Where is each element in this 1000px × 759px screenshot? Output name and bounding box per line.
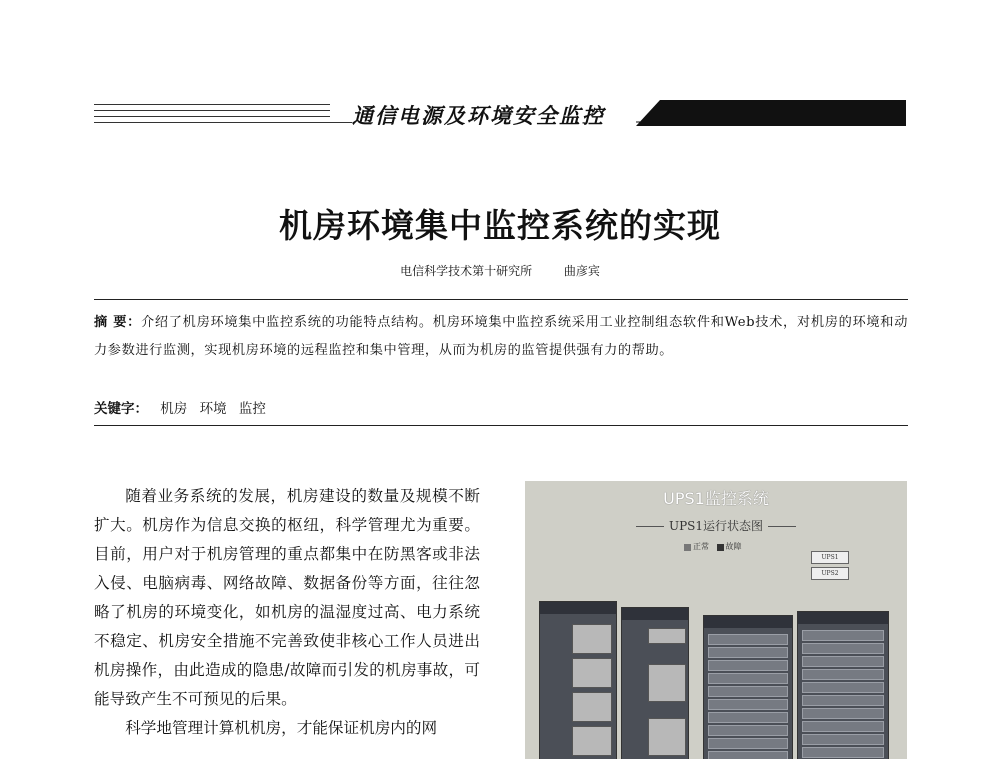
rule-bottom — [94, 425, 908, 426]
keyword: 监控 — [238, 401, 266, 417]
byline — [0, 262, 1000, 279]
header-rule-1 — [94, 104, 330, 105]
article-title: 机房环境集中监控系统的实现 — [279, 206, 721, 245]
figure-panel-3 — [703, 615, 793, 759]
rule-top — [94, 299, 908, 300]
body-paragraph-1: 随着业务系统的发展，机房建设的数量及规模不断扩大。机房作为信息交换的枢纽，科学管理尤为重要。目前，用户对于机房管理的重点都集中在防黑客或非法入侵、电脑病毒、网络故障、数据备份等方面，往往忽略了机房的环境变化，如机房的温湿度过高、电力系统不稳定、机房安全措施不完善致使非核心工作人员进出机房操作，由此造成的隐患/故障而引发的机房事故，可能导致产生不可预见的后果。 — [94, 487, 480, 708]
header-rule-2 — [94, 110, 330, 111]
keyword: 环境 — [199, 401, 227, 417]
author: 曲彦宾 — [563, 264, 600, 278]
keywords — [94, 397, 266, 417]
abstract-label: 摘 要： — [94, 315, 141, 330]
figure-legend: 正常 故障 — [679, 541, 742, 552]
figure-button-1: UPS1 — [811, 551, 849, 564]
figure-title: UPS1监控系统 — [663, 489, 769, 508]
affiliation: 电信科学技术第十研究所 — [400, 264, 533, 278]
section-title: 通信电源及环境安全监控 — [352, 104, 605, 128]
header-wedge — [636, 100, 906, 126]
body-paragraph-2: 科学地管理计算机机房，才能保证机房内的网 — [125, 719, 438, 737]
figure-subtitle: UPS1运行状态图 — [525, 517, 907, 534]
figure-ups-monitor — [525, 481, 907, 759]
figure-panel-1 — [539, 601, 617, 759]
abstract — [94, 309, 908, 365]
abstract-text: 介绍了机房环境集中监控系统的功能特点结构。机房环境集中监控系统采用工业控制组态软件和Web技术，对机房的环境和动力参数进行监测，实现机房环境的远程监控和集中管理，从而为机房的监管提供强有力的帮助。 — [94, 315, 908, 358]
header-rule-3 — [94, 116, 330, 117]
body-column — [94, 482, 480, 743]
header-rule-4 — [94, 122, 352, 123]
keyword: 机房 — [160, 401, 188, 417]
keywords-label: 关键字： — [94, 401, 148, 417]
figure-panel-4 — [797, 611, 889, 759]
figure-panel-2 — [621, 607, 689, 759]
figure-button-2: UPS2 — [811, 567, 849, 580]
